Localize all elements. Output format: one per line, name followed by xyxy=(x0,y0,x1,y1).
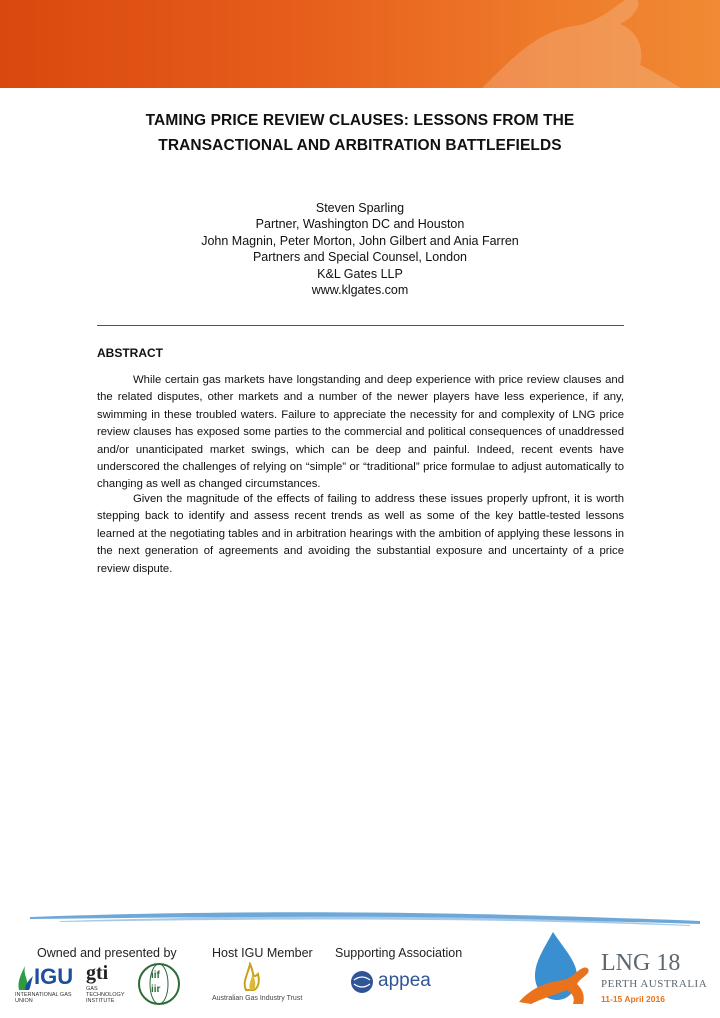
agit-text: Australian Gas Industry Trust xyxy=(212,995,303,1002)
firm-website: www.klgates.com xyxy=(311,282,409,297)
igu-wordmark: IGU xyxy=(34,964,74,989)
appea-globe-icon xyxy=(350,970,374,994)
supporting-label: Supporting Association xyxy=(335,946,463,960)
agit-flame-icon xyxy=(238,962,266,992)
lng18-logo xyxy=(513,928,713,1010)
owned-label: Owned and presented by xyxy=(37,946,177,960)
header-band xyxy=(0,0,720,88)
divider xyxy=(97,325,624,326)
appea-wordmark: appea xyxy=(378,970,431,991)
igu-flame-icon xyxy=(15,964,35,992)
lng18-location: PERTH AUSTRALIA xyxy=(601,978,708,990)
title-line-2: TRANSACTIONAL AND ARBITRATION BATTLEFIELDS xyxy=(158,137,562,154)
firm-name: K&L Gates LLP xyxy=(317,266,403,281)
lng18-title: LNG 18 xyxy=(601,950,681,976)
iif-iir-logo xyxy=(135,962,183,1006)
gti-logo xyxy=(86,962,126,1004)
abstract-paragraph-2: Given the magnitude of the effects of failing to address these issues properly upfront, it is worth stepping back to identify and assess recent trends as well as some of the key battle-tested lessons learned at the negotiating tables and in arbitration hearings with the ambition of applying these lessons in the next generation of agreements and avoiding the substantial exposure and uncertainty of a price review dispute. xyxy=(97,493,624,575)
appea-logo xyxy=(350,968,450,998)
host-label: Host IGU Member xyxy=(212,946,313,960)
iif-text: iif xyxy=(151,970,160,981)
lng18-dates: 11-15 April 2016 xyxy=(601,994,665,1004)
kangaroo-drop-icon xyxy=(513,928,603,1008)
igu-logo xyxy=(15,962,85,1002)
co-author-names: John Magnin, Peter Morton, John Gilbert and Ania Farren xyxy=(201,233,519,248)
author-role: Partner, Washington DC and Houston xyxy=(255,217,465,232)
author-block xyxy=(60,200,660,298)
gti-wordmark: gti xyxy=(86,962,109,984)
abstract-paragraph-1: While certain gas markets have longstanding and deep experience with price review clauses and the related disputes, other markets and a number of the newer players have less experience, if any, swimming in these troubled waters. Failure to appreciate the necessity for and complexity of LNG price review clauses has exposed some parties to the commercial and political consequences of unaddressed and/or unanticipated market swings, which can be deep and painful. Indeed, recent events have underscored the challenges of relying on “simple” or “traditional” price formulae to adjust automatically to changing as well as changed circumstances. xyxy=(97,374,624,491)
iir-text: iir xyxy=(151,984,161,995)
agit-logo xyxy=(212,962,322,1008)
title-line-1: TAMING PRICE REVIEW CLAUSES: LESSONS FROM THE xyxy=(145,112,575,129)
kangaroo-watermark-icon xyxy=(460,0,690,88)
abstract-heading: ABSTRACT xyxy=(97,346,163,360)
gti-subtitle: GAS TECHNOLOGY INSTITUTE xyxy=(86,986,125,1004)
igu-subtitle: INTERNATIONAL GAS UNION xyxy=(15,992,72,1004)
co-author-roles: Partners and Special Counsel, London xyxy=(252,250,468,265)
author-name: Steven Sparling xyxy=(315,201,405,215)
